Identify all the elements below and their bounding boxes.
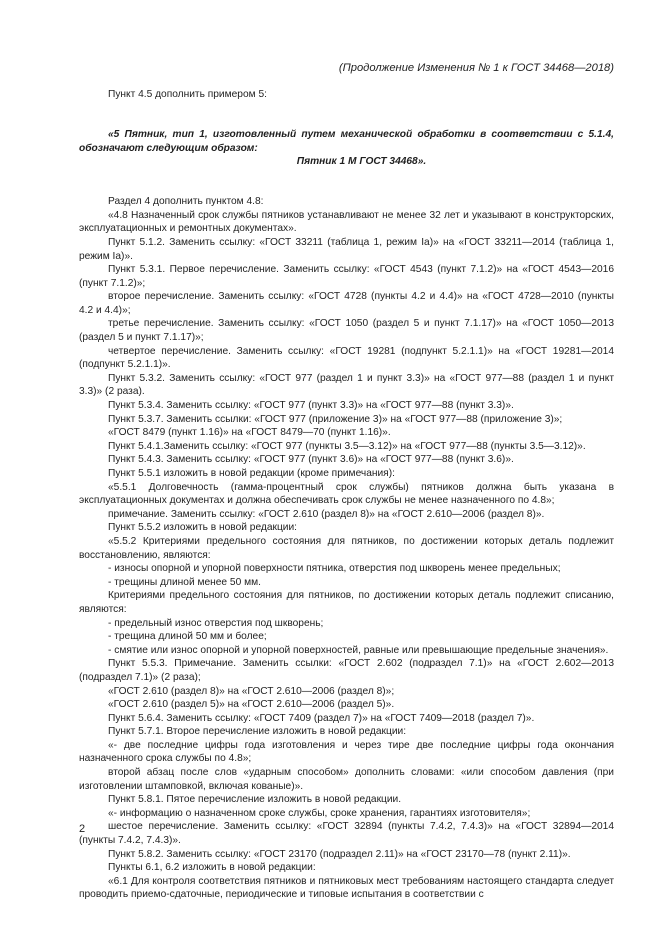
paragraph: «- две последние цифры года изготовления и через тире две последние цифры года окончания назначенного срока службы по 4.8»; — [79, 739, 614, 765]
paragraph: второй абзац после слов «ударным способом» дополнить словами: «или способом давления (при изготовлении штамповкой, включая кованые)». — [79, 767, 614, 792]
paragraph: «- информацию о назначенном сроке службы, сроке хранения, гарантиях изготовителя»; — [108, 807, 531, 819]
paragraph: «ГОСТ 8479 (пункт 1.16)» на «ГОСТ 8479—70 (пункт 1.16)». — [108, 427, 391, 439]
paragraph: Пункт 5.5.3. Примечание. Заменить ссылки: «ГОСТ 2.602 (подраздел 7.1)» на «ГОСТ 2.602—2013 (подраздел 7.1)» (2 раза); — [79, 658, 614, 683]
paragraph: «ГОСТ 2.610 (раздел 5)» на «ГОСТ 2.610—2006 (раздел 5)». — [108, 699, 395, 711]
paragraph: шестое перечисление. Заменить ссылку: «ГОСТ 32894 (пункты 7.4.2, 7.4.3)» на «ГОСТ 32894—2014 (пункты 7.4.2, 7.4.3)». — [79, 821, 614, 847]
paragraph: - смятие или износ опорной и упорной поверхностей, равные или превышающие предельные значения». — [108, 644, 609, 656]
paragraph: Пункт 5.3.4. Заменить ссылку: «ГОСТ 977 (пункт 3.3)» на «ГОСТ 977—88 (пункт 3.3)». — [108, 400, 514, 412]
paragraph: «5 Пятник, тип 1, изготовленный путем механической обработки в соответствии с 5.1.4, обозначают следующим образом: — [79, 128, 614, 154]
paragraph: Пункт 5.3.7. Заменить ссылки: «ГОСТ 977 (приложение 3)» на «ГОСТ 977—88 (приложение 3)»; — [108, 413, 563, 425]
document-body — [79, 88, 614, 902]
paragraph: Раздел 4 дополнить пунктом 4.8: — [108, 196, 264, 208]
spacer — [79, 179, 614, 185]
paragraph: Пункт 5.4.3. Заменить ссылку: «ГОСТ 977 (пункт 3.6)» на «ГОСТ 977—88 (пункт 3.6)». — [108, 454, 514, 466]
paragraph: - трещины длиной менее 50 мм. — [108, 576, 261, 588]
paragraph: Пункт 5.5.2 изложить в новой редакции: — [108, 522, 298, 534]
paragraph: Пункты 6.1, 6.2 изложить в новой редакции: — [108, 862, 316, 874]
paragraph: Пункт 4.5 дополнить примером 5: — [108, 89, 267, 100]
paragraph: второе перечисление. Заменить ссылку: «ГОСТ 4728 (пункты 4.2 и 4.4)» на «ГОСТ 4728—2010 (пункты 4.2 и 4.4)»; — [79, 291, 614, 316]
paragraph: Пункт 5.6.4. Заменить ссылку: «ГОСТ 7409 (раздел 7)» на «ГОСТ 7409—2018 (раздел 7)». — [108, 712, 535, 724]
paragraph: Пункт 5.3.1. Первое перечисление. Заменить ссылку: «ГОСТ 4543 (пункт 7.1.2)» на «ГОСТ 4543—2016 (пункт 7.1.2)»; — [79, 264, 614, 289]
paragraph: «ГОСТ 2.610 (раздел 8)» на «ГОСТ 2.610—2006 (раздел 8)»; — [108, 685, 395, 697]
paragraph: «5.5.1 Долговечность (гамма-процентный срок службы) пятников должна быть указана в эксплуатационных документах и должна обеспечивать срок службы не менее назначенного по 4.8»; — [79, 481, 614, 507]
paragraph: Пункт 5.5.1 изложить в новой редакции (кроме примечания): — [108, 468, 395, 479]
page-header: (Продолжение Изменения № 1 к ГОСТ 34468—2018) — [338, 62, 614, 74]
paragraph: - предельный износ отверстия под шкворень; — [108, 617, 324, 629]
paragraph: третье перечисление. Заменить ссылку: «ГОСТ 1050 (раздел 5 и пункт 7.1.17)» на «ГОСТ 1050—2013 (раздел 5 и пункт 7.1.17)»; — [79, 318, 614, 344]
paragraph: Пункт 5.8.1. Пятое перечисление изложить в новой редакции. — [108, 794, 402, 806]
paragraph: «4.8 Назначенный срок службы пятников устанавливают не менее 32 лет и указывают в конструкторских, эксплуатационных и ремонтных документах». — [79, 209, 614, 235]
paragraph: - износы опорной и упорной поверхности пятника, отверстия под шкворень менее предельных; — [108, 563, 561, 575]
paragraph: Пункт 5.7.1. Второе перечисление изложить в новой редакции: — [108, 726, 407, 738]
paragraph: примечание. Заменить ссылку: «ГОСТ 2.610 (раздел 8)» на «ГОСТ 2.610—2006 (раздел 8)». — [108, 508, 545, 520]
paragraph: Пункт 5.4.1.Заменить ссылку: «ГОСТ 977 (пункты 3.5—3.12)» на «ГОСТ 977—88 (пункты 3.5—3.12)». — [108, 440, 586, 452]
paragraph: Пятник 1 М ГОСТ 34468». — [296, 156, 427, 168]
paragraph: Пункт 5.8.2. Заменить ссылку: «ГОСТ 23170 (подраздел 2.11)» на «ГОСТ 23170—78 (пункт 2.11)». — [108, 848, 571, 860]
page-number: 2 — [79, 823, 86, 835]
paragraph: «6.1 Для контроля соответствия пятников и пятниковых мест требованиям настоящего стандарта следует проводить приемо-сдаточные, периодические и типовые испытания в соответствии с — [79, 875, 614, 901]
paragraph: «5.5.2 Критериями предельного состояния для пятников, по достижении которых деталь подлежит восстановлению, являются: — [79, 535, 614, 561]
paragraph: четвертое перечисление. Заменить ссылку: «ГОСТ 19281 (подпункт 5.2.1.1)» на «ГОСТ 19281—2014 (подпункт 5.2.1.1)». — [79, 345, 614, 371]
paragraph: Пункт 5.1.2. Заменить ссылку: «ГОСТ 33211 (таблица 1, режим Iа)» на «ГОСТ 33211—2014 (таблица 1, режим Iа)». — [79, 236, 614, 262]
paragraph: - трещина длиной 50 мм и более; — [108, 631, 267, 643]
paragraph: Критериями предельного состояния для пятников, по достижении которых деталь подлежит списанию, являются: — [79, 590, 614, 615]
spacer — [79, 112, 614, 118]
paragraph: Пункт 5.3.2. Заменить ссылку: «ГОСТ 977 (раздел 1 и пункт 3.3)» на «ГОСТ 977—88 (раздел 1 и пункт 3.3)» (2 раза). — [79, 372, 614, 398]
